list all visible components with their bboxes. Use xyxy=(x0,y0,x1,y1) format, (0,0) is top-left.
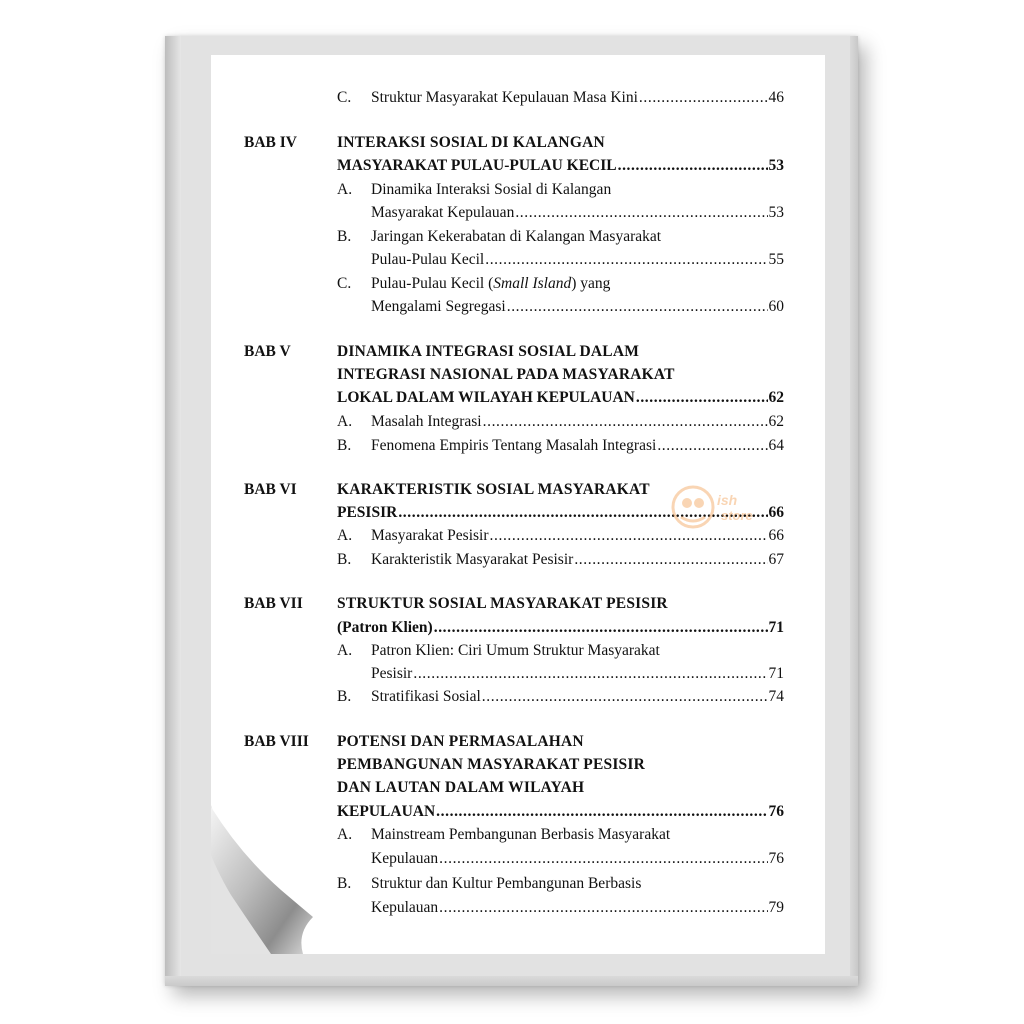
chapter-label: BAB VIII xyxy=(244,733,309,750)
toc-entry-text-italic: Small Island xyxy=(493,275,572,292)
toc-entry-text: Masyarakat Kepulauan xyxy=(371,204,515,221)
chapter-title: PEMBANGUNAN MASYARAKAT PESISIR xyxy=(337,756,646,773)
toc-entry-letter: C. xyxy=(337,275,352,292)
toc-page-number: 64 xyxy=(768,437,784,454)
toc-entry-text: Struktur Masyarakat Kepulauan Masa Kini xyxy=(371,89,638,106)
chapter-title: (Patron Klien) xyxy=(337,619,433,636)
toc-entry-letter: B. xyxy=(337,228,352,245)
toc-entry-letter: B. xyxy=(337,551,352,568)
toc-entry-letter: A. xyxy=(337,826,353,843)
toc-page-number: 46 xyxy=(768,89,784,106)
watermark-text: store xyxy=(721,508,753,523)
chapter-label: BAB VII xyxy=(244,595,303,612)
chapter-label: BAB V xyxy=(244,343,291,360)
chapter-title: INTEGRASI NASIONAL PADA MASYARAKAT xyxy=(337,366,675,383)
toc-entry-letter: C. xyxy=(337,89,352,106)
toc-page-number: 79 xyxy=(768,899,784,916)
chapter-title: LOKAL DALAM WILAYAH KEPULAUAN xyxy=(337,389,635,406)
toc-page-number: 60 xyxy=(768,298,784,315)
page-curl xyxy=(211,55,825,954)
chapter-title: DAN LAUTAN DALAM WILAYAH xyxy=(337,779,585,796)
chapter-title: DINAMIKA INTEGRASI SOSIAL DALAM xyxy=(337,343,640,360)
watermark-text: ish xyxy=(717,492,738,508)
chapter-title: INTERAKSI SOSIAL DI KALANGAN xyxy=(337,134,605,151)
toc-entry-text: Dinamika Interaksi Sosial di Kalangan xyxy=(371,181,612,198)
toc-entry-text: Masyarakat Pesisir xyxy=(371,527,489,544)
toc-page-number: 76 xyxy=(768,850,784,867)
toc-entry-text-part: Pulau-Pulau Kecil ( xyxy=(371,275,494,292)
chapter-label: BAB VI xyxy=(244,481,297,498)
book-page xyxy=(211,55,825,954)
chapter-title: MASYARAKAT PULAU-PULAU KECIL xyxy=(337,157,617,174)
toc-entry-text: Pulau-Pulau Kecil xyxy=(371,251,485,268)
toc-page-number: 53 xyxy=(768,157,784,174)
book-spine-shade xyxy=(165,36,181,986)
toc-page-number: 67 xyxy=(768,551,784,568)
toc-entry-letter: B. xyxy=(337,437,352,454)
toc-page-number: 66 xyxy=(768,527,784,544)
toc-entry-text: Mainstream Pembangunan Berbasis Masyarakat xyxy=(371,826,671,843)
toc-entry-text: Kepulauan xyxy=(371,899,439,916)
toc-page-number: 62 xyxy=(768,389,784,406)
toc-entry-text: Struktur dan Kultur Pembangunan Berbasis xyxy=(371,875,642,892)
chapter-title: STRUKTUR SOSIAL MASYARAKAT PESISIR xyxy=(337,595,668,612)
toc-entry-letter: B. xyxy=(337,875,352,892)
toc-page-number: 53 xyxy=(768,204,784,221)
toc-entry-text-part: ) yang xyxy=(571,275,611,292)
toc-page-number: 62 xyxy=(768,413,784,430)
chapter-label: BAB IV xyxy=(244,134,297,151)
toc-entry-letter: A. xyxy=(337,642,353,659)
toc-entry-letter: A. xyxy=(337,413,353,430)
chapter-title: PESISIR xyxy=(337,504,398,521)
book-bottom-edge xyxy=(165,976,858,986)
toc-entry-letter: A. xyxy=(337,527,353,544)
toc-entry-text: Kepulauan xyxy=(371,850,439,867)
book-right-edge xyxy=(850,36,858,986)
toc-entry-text: Pesisir xyxy=(371,665,413,682)
chapter-title: KEPULAUAN xyxy=(337,803,436,820)
toc-page-number: 55 xyxy=(768,251,784,268)
toc-page-number: 76 xyxy=(768,803,784,820)
toc-entry-text: Karakteristik Masyarakat Pesisir xyxy=(371,551,574,568)
toc-page-number: 74 xyxy=(768,688,784,705)
toc-entry-text: Jaringan Kekerabatan di Kalangan Masyarakat xyxy=(371,228,662,245)
toc-entry-text: Fenomena Empiris Tentang Masalah Integrasi xyxy=(371,437,657,454)
toc-entry-text: Masalah Integrasi xyxy=(371,413,482,430)
toc-entry-letter: A. xyxy=(337,181,353,198)
toc-entry-text: Patron Klien: Ciri Umum Struktur Masyarakat xyxy=(371,642,660,659)
toc-page-number: 71 xyxy=(768,619,784,636)
toc-entry-text: Stratifikasi Sosial xyxy=(371,688,481,705)
chapter-title: KARAKTERISTIK SOSIAL MASYARAKAT xyxy=(337,481,650,498)
toc-page-number: 71 xyxy=(768,665,784,682)
toc-page-number: 66 xyxy=(768,504,784,521)
toc-entry-text: Mengalami Segregasi xyxy=(371,298,506,315)
chapter-title: POTENSI DAN PERMASALAHAN xyxy=(337,733,584,750)
toc-entry-letter: B. xyxy=(337,688,352,705)
